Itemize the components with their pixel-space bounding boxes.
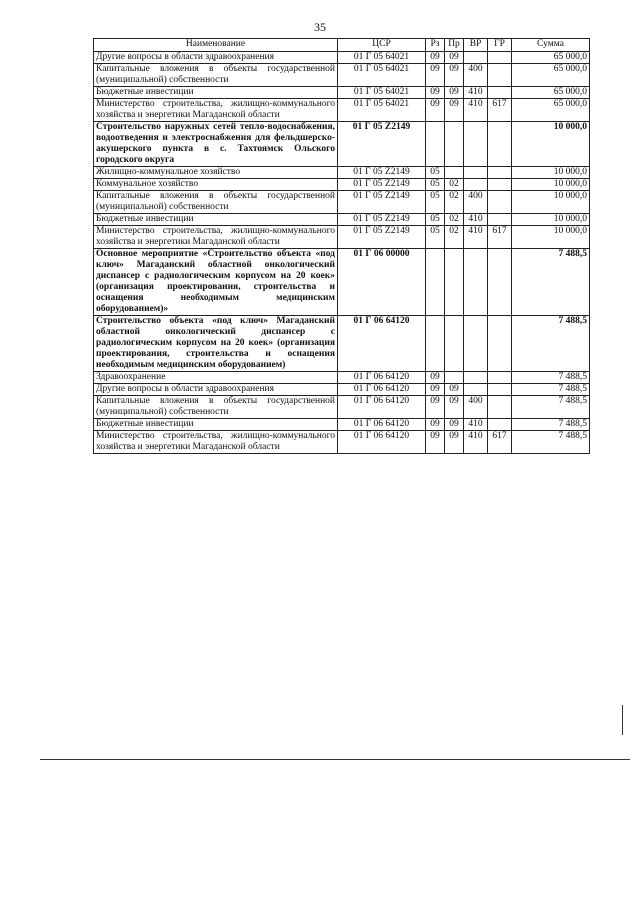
cell-pr <box>445 372 464 384</box>
cell-rz: 09 <box>426 52 445 64</box>
cell-vr: 410 <box>464 99 488 122</box>
cell-name: Бюджетные инвестиции <box>94 419 338 431</box>
cell-vr <box>464 372 488 384</box>
cell-sum: 65 000,0 <box>512 52 590 64</box>
cell-gr <box>488 384 512 396</box>
table-row <box>94 52 590 64</box>
cell-csr: 01 Г 06 00000 <box>338 249 426 316</box>
cell-csr: 01 Г 06 64120 <box>338 316 426 372</box>
bottom-rule <box>40 759 630 760</box>
header-name: Наименование <box>94 39 338 52</box>
cell-name: Жилищно-коммунальное хозяйство <box>94 167 338 179</box>
cell-gr <box>488 396 512 419</box>
cell-name: Другие вопросы в области здравоохранения <box>94 384 338 396</box>
cell-vr <box>464 316 488 372</box>
cell-name: Здравоохранение <box>94 372 338 384</box>
cell-sum: 10 000,0 <box>512 214 590 226</box>
cell-gr <box>488 87 512 99</box>
cell-pr: 02 <box>445 214 464 226</box>
header-rz: Рз <box>426 39 445 52</box>
header-sum: Сумма <box>512 39 590 52</box>
cell-gr: 617 <box>488 226 512 249</box>
cell-name: Основное мероприятие «Строительство объекта «под ключ» Магаданский областной онкологический диспансер с радиологическим корпусом на 20 коек» (организация проектирования, строительства и оснащения необходимым медицинским оборудованием)» <box>94 249 338 316</box>
cell-vr <box>464 122 488 167</box>
table-header-row <box>94 39 590 52</box>
cell-rz: 05 <box>426 191 445 214</box>
cell-csr: 01 Г 05 Z2149 <box>338 226 426 249</box>
cell-gr <box>488 52 512 64</box>
cell-vr: 410 <box>464 87 488 99</box>
cell-vr: 410 <box>464 431 488 454</box>
cell-vr: 400 <box>464 191 488 214</box>
cell-name: Министерство строительства, жилищно-коммунального хозяйства и энергетики Магаданской области <box>94 226 338 249</box>
cell-pr <box>445 316 464 372</box>
table-row <box>94 191 590 214</box>
table-row <box>94 384 590 396</box>
table-row <box>94 419 590 431</box>
cell-vr: 410 <box>464 419 488 431</box>
cell-csr: 01 Г 06 64120 <box>338 396 426 419</box>
cell-csr: 01 Г 05 Z2149 <box>338 122 426 167</box>
cell-rz: 09 <box>426 396 445 419</box>
table-row <box>94 316 590 372</box>
cell-pr: 02 <box>445 226 464 249</box>
cell-rz <box>426 122 445 167</box>
margin-mark <box>622 705 623 735</box>
cell-vr <box>464 179 488 191</box>
cell-rz: 09 <box>426 99 445 122</box>
cell-pr <box>445 167 464 179</box>
cell-pr: 09 <box>445 99 464 122</box>
cell-pr <box>445 122 464 167</box>
cell-rz: 09 <box>426 431 445 454</box>
cell-pr: 02 <box>445 191 464 214</box>
cell-csr: 01 Г 05 64021 <box>338 87 426 99</box>
cell-rz: 09 <box>426 372 445 384</box>
cell-rz: 05 <box>426 179 445 191</box>
cell-rz: 05 <box>426 214 445 226</box>
cell-rz: 05 <box>426 167 445 179</box>
cell-name: Строительство наружных сетей тепло-водоснабжения, водоотведения и электроснабжения для фельдшерско-акушерского пункта в с. Тахтоямск Ольского городского округа <box>94 122 338 167</box>
cell-sum: 10 000,0 <box>512 191 590 214</box>
cell-name: Строительство объекта «под ключ» Магаданский областной онкологический диспансер с радиологическим корпусом на 20 коек» (организация проектирования, строительства и оснащения необходимым медицинским оборудованием) <box>94 316 338 372</box>
table-row <box>94 396 590 419</box>
cell-sum: 65 000,0 <box>512 87 590 99</box>
table-row <box>94 122 590 167</box>
cell-gr <box>488 122 512 167</box>
table-row <box>94 99 590 122</box>
cell-csr: 01 Г 06 64120 <box>338 372 426 384</box>
cell-vr <box>464 167 488 179</box>
cell-gr <box>488 214 512 226</box>
cell-csr: 01 Г 06 64120 <box>338 431 426 454</box>
table-row <box>94 431 590 454</box>
cell-pr: 09 <box>445 52 464 64</box>
cell-rz <box>426 316 445 372</box>
cell-name: Бюджетные инвестиции <box>94 214 338 226</box>
cell-gr <box>488 191 512 214</box>
cell-gr: 617 <box>488 99 512 122</box>
cell-pr: 02 <box>445 179 464 191</box>
cell-sum: 65 000,0 <box>512 64 590 87</box>
cell-sum: 7 488,5 <box>512 249 590 316</box>
table-row <box>94 214 590 226</box>
cell-vr <box>464 52 488 64</box>
cell-pr: 09 <box>445 419 464 431</box>
cell-vr: 400 <box>464 64 488 87</box>
cell-sum: 7 488,5 <box>512 396 590 419</box>
cell-rz: 09 <box>426 87 445 99</box>
cell-sum: 10 000,0 <box>512 179 590 191</box>
cell-gr <box>488 316 512 372</box>
table-row <box>94 179 590 191</box>
cell-name: Министерство строительства, жилищно-коммунального хозяйства и энергетики Магаданской области <box>94 431 338 454</box>
cell-pr: 09 <box>445 64 464 87</box>
cell-vr <box>464 249 488 316</box>
cell-vr <box>464 384 488 396</box>
cell-sum: 7 488,5 <box>512 431 590 454</box>
cell-vr: 410 <box>464 226 488 249</box>
cell-vr: 400 <box>464 396 488 419</box>
header-vr: ВР <box>464 39 488 52</box>
page-number: 35 <box>314 20 326 34</box>
table-row <box>94 64 590 87</box>
cell-name: Другие вопросы в области здравоохранения <box>94 52 338 64</box>
cell-sum: 7 488,5 <box>512 372 590 384</box>
cell-pr: 09 <box>445 431 464 454</box>
cell-rz: 09 <box>426 384 445 396</box>
table-row <box>94 226 590 249</box>
cell-csr: 01 Г 05 Z2149 <box>338 167 426 179</box>
cell-sum: 7 488,5 <box>512 384 590 396</box>
table-row <box>94 249 590 316</box>
header-pr: Пр <box>445 39 464 52</box>
cell-gr <box>488 249 512 316</box>
cell-sum: 7 488,5 <box>512 316 590 372</box>
cell-gr: 617 <box>488 431 512 454</box>
cell-csr: 01 Г 05 Z2149 <box>338 191 426 214</box>
cell-sum: 10 000,0 <box>512 167 590 179</box>
cell-csr: 01 Г 05 64021 <box>338 52 426 64</box>
header-gr: ГР <box>488 39 512 52</box>
cell-csr: 01 Г 05 64021 <box>338 64 426 87</box>
cell-sum: 65 000,0 <box>512 99 590 122</box>
cell-csr: 01 Г 06 64120 <box>338 419 426 431</box>
table-row <box>94 87 590 99</box>
cell-csr: 01 Г 05 64021 <box>338 99 426 122</box>
cell-name: Капитальные вложения в объекты государственной (муниципальной) собственности <box>94 396 338 419</box>
cell-gr <box>488 64 512 87</box>
cell-gr <box>488 419 512 431</box>
cell-sum: 10 000,0 <box>512 226 590 249</box>
cell-gr <box>488 167 512 179</box>
cell-csr: 01 Г 05 Z2149 <box>338 214 426 226</box>
header-csr: ЦСР <box>338 39 426 52</box>
cell-vr: 410 <box>464 214 488 226</box>
cell-rz <box>426 249 445 316</box>
cell-pr: 09 <box>445 87 464 99</box>
cell-pr: 09 <box>445 384 464 396</box>
cell-gr <box>488 179 512 191</box>
cell-pr: 09 <box>445 396 464 419</box>
cell-gr <box>488 372 512 384</box>
budget-table <box>93 38 590 454</box>
table-row <box>94 167 590 179</box>
cell-rz: 09 <box>426 419 445 431</box>
cell-name: Коммунальное хозяйство <box>94 179 338 191</box>
table-row <box>94 372 590 384</box>
cell-csr: 01 Г 05 Z2149 <box>338 179 426 191</box>
cell-name: Капитальные вложения в объекты государственной (муниципальной) собственности <box>94 64 338 87</box>
cell-sum: 7 488,5 <box>512 419 590 431</box>
cell-name: Бюджетные инвестиции <box>94 87 338 99</box>
cell-name: Министерство строительства, жилищно-коммунального хозяйства и энергетики Магаданской области <box>94 99 338 122</box>
table-body <box>94 52 590 454</box>
cell-csr: 01 Г 06 64120 <box>338 384 426 396</box>
cell-name: Капитальные вложения в объекты государственной (муниципальной) собственности <box>94 191 338 214</box>
cell-rz: 05 <box>426 226 445 249</box>
cell-rz: 09 <box>426 64 445 87</box>
cell-pr <box>445 249 464 316</box>
cell-sum: 10 000,0 <box>512 122 590 167</box>
